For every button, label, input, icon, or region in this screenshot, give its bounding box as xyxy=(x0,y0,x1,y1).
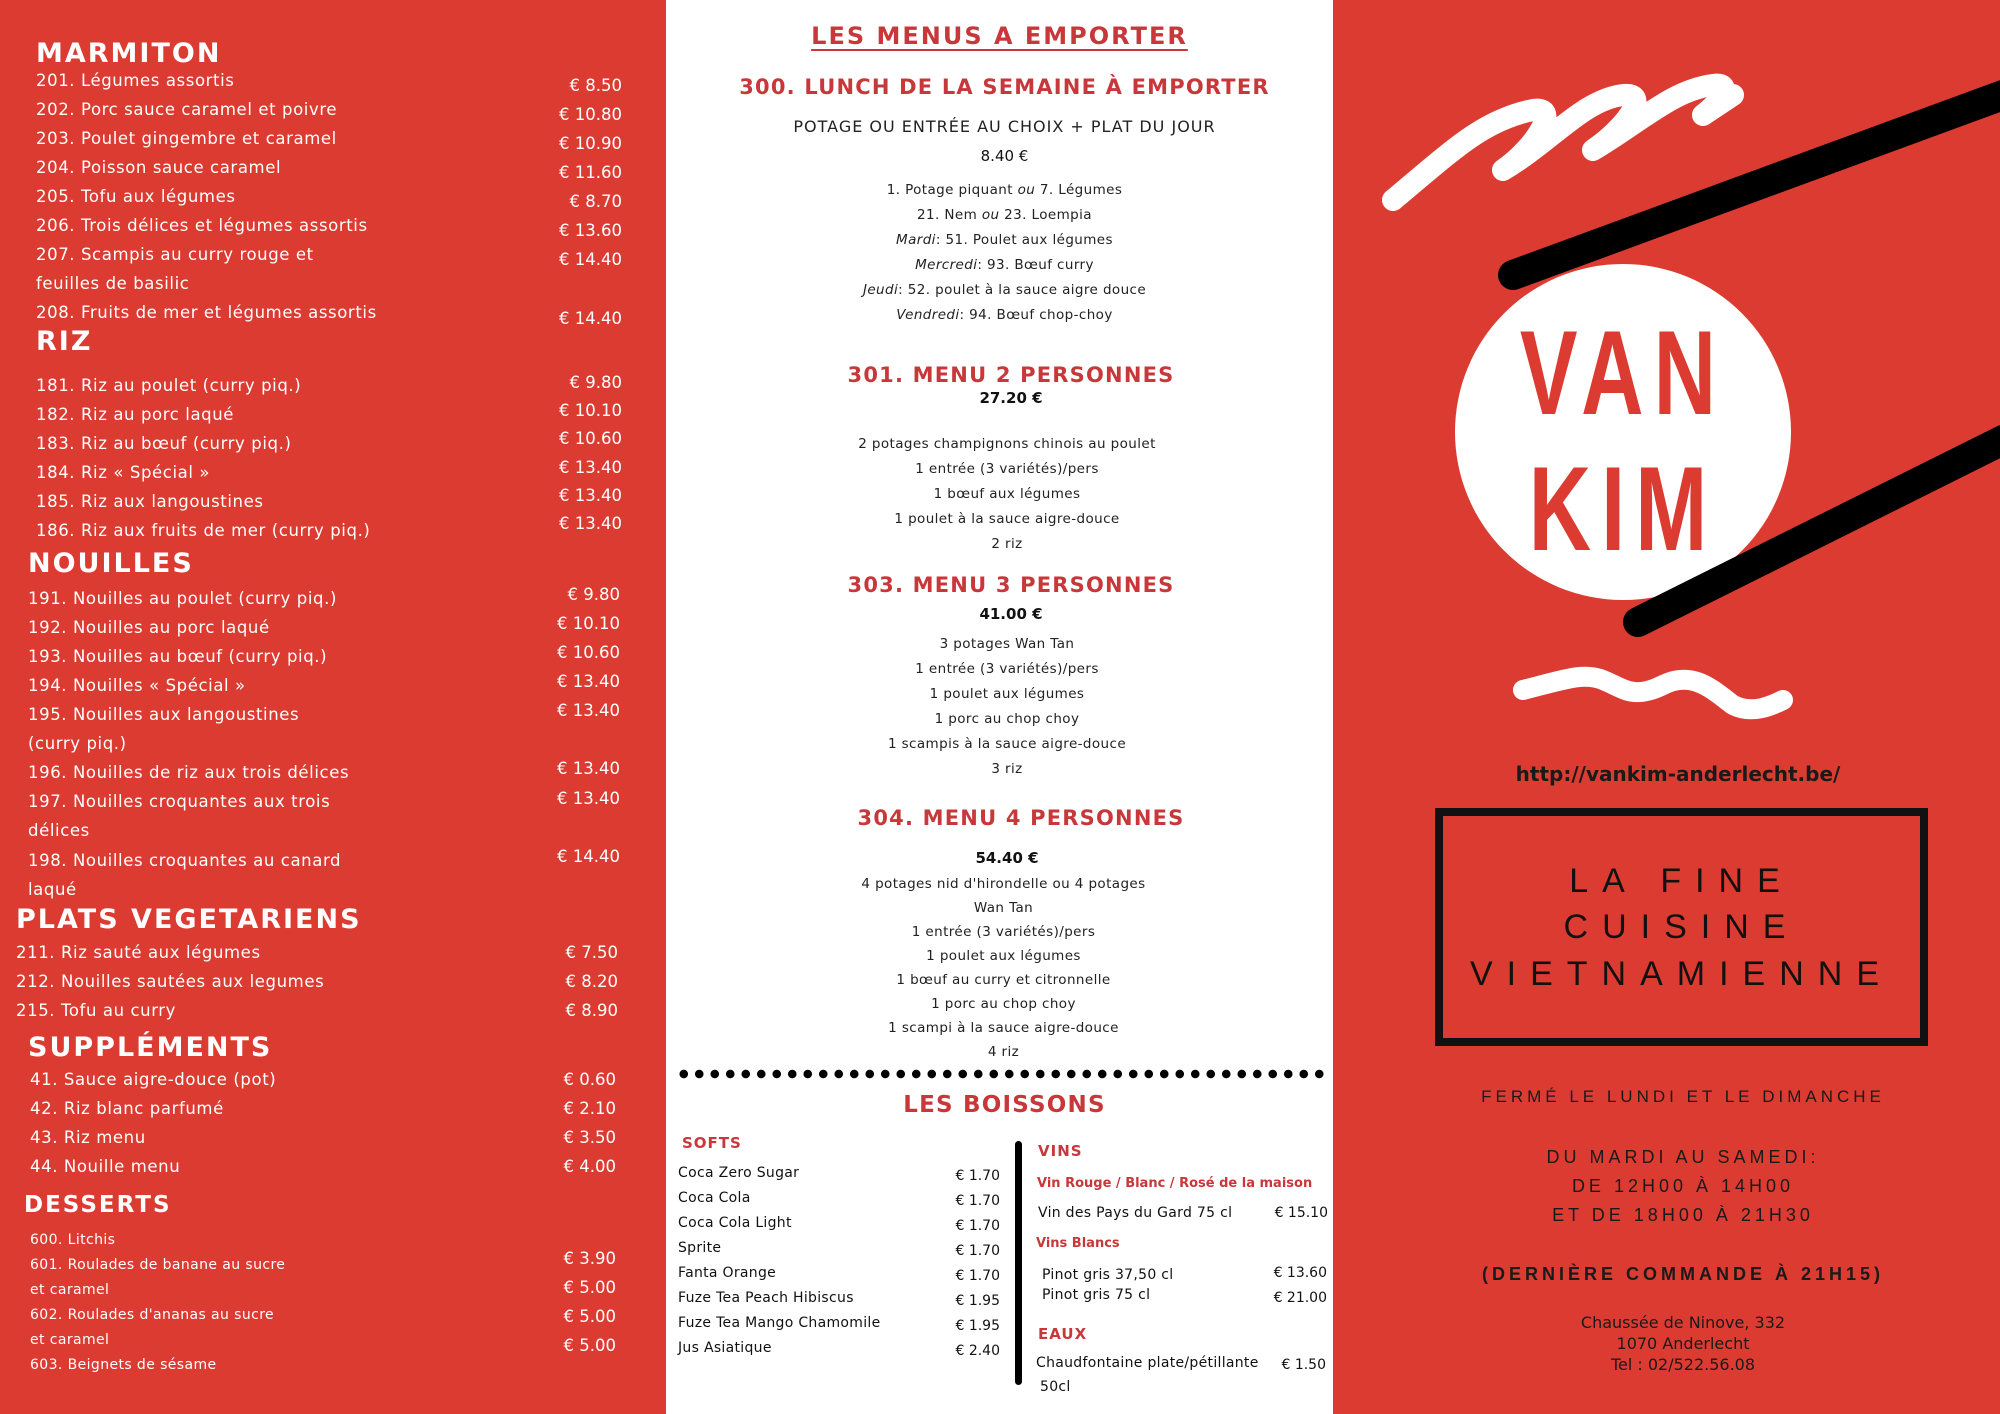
menu-item-continued: laqué xyxy=(28,880,77,899)
section-title-marmiton: MARMITON xyxy=(36,38,222,69)
address-city: 1070 Anderlecht xyxy=(1616,1334,1750,1353)
menu-item-price: € 13.40 xyxy=(559,486,622,505)
drink-price: € 1.70 xyxy=(955,1193,1000,1209)
drink-price: € 21.00 xyxy=(1273,1290,1327,1306)
menu-301-line: 2 potages champignons chinois au poulet xyxy=(858,436,1156,452)
menu-303-line: 3 potages Wan Tan xyxy=(939,636,1075,652)
menu-item: 191. Nouilles au poulet (curry piq.) xyxy=(28,589,337,608)
menu-303-heading: 303. MENU 3 PERSONNES xyxy=(847,573,1175,597)
text-italic: ou xyxy=(981,207,1000,223)
menu-item-price: € 3.50 xyxy=(563,1128,616,1147)
section-title-vegetariens: PLATS VEGETARIENS xyxy=(16,904,362,935)
menu-303-line: 1 porc au chop choy xyxy=(934,711,1080,727)
menu-item-price: € 0.60 xyxy=(563,1070,616,1089)
brand-name-line1: VAN xyxy=(1519,306,1727,440)
menu-303-line: 1 scampis à la sauce aigre-douce xyxy=(887,736,1127,752)
section-title-riz: RIZ xyxy=(36,326,93,357)
menu-item: 603. Beignets de sésame xyxy=(30,1357,217,1373)
menu-301-line: 2 riz xyxy=(991,536,1023,552)
menu-item: 196. Nouilles de riz aux trois délices xyxy=(28,763,350,782)
opening-hours-line1: DU MARDI AU SAMEDI: xyxy=(1546,1147,1820,1167)
text-italic: ou xyxy=(1017,182,1036,198)
drinks-divider xyxy=(1015,1141,1022,1385)
text: : 93. Bœuf curry xyxy=(977,257,1094,273)
menu-item-price: € 7.50 xyxy=(565,943,618,962)
drink-price: € 2.40 xyxy=(955,1343,1000,1359)
menu-item: 208. Fruits de mer et légumes assortis xyxy=(36,303,377,322)
menu-item: 211. Riz sauté aux légumes xyxy=(16,943,261,962)
menu-300-line xyxy=(666,282,1343,298)
text: : 51. Poulet aux légumes xyxy=(935,232,1113,248)
menu-item-price: € 11.60 xyxy=(559,163,622,182)
menu-item: 601. Roulades de banane au sucre xyxy=(30,1257,286,1273)
brand-name-line2: KIM xyxy=(1528,442,1718,576)
menu-item: 194. Nouilles « Spécial » xyxy=(28,676,246,695)
menu-item-price: € 14.40 xyxy=(557,847,620,866)
menu-item: 185. Riz aux langoustines xyxy=(36,492,264,511)
menu-item-price: € 8.20 xyxy=(565,972,618,991)
brush-stroke-top xyxy=(1393,85,1733,200)
menu-item-price: € 4.00 xyxy=(563,1157,616,1176)
website-link[interactable]: http://vankim-anderlecht.be/ xyxy=(1515,762,1841,786)
menu-item: 212. Nouilles sautées aux legumes xyxy=(16,972,325,991)
drink-item: Chaudfontaine plate/pétillante xyxy=(1036,1355,1259,1371)
menu-item-price: € 10.60 xyxy=(557,643,620,662)
menu-item-price: € 13.40 xyxy=(559,458,622,477)
menus-title: LES MENUS A EMPORTER xyxy=(811,22,1188,50)
menu-item: 186. Riz aux fruits de mer (curry piq.) xyxy=(36,521,371,540)
menu-303-line: 1 entrée (3 variétés)/pers xyxy=(915,661,1099,677)
phone-number[interactable]: Tel : 02/522.56.08 xyxy=(1610,1355,1756,1374)
menu-303-line: 1 poulet aux légumes xyxy=(929,686,1085,702)
menu-item: 198. Nouilles croquantes au canard xyxy=(28,851,342,870)
menu-item: 205. Tofu aux légumes xyxy=(36,187,236,206)
vins-title: VINS xyxy=(1038,1142,1083,1160)
menu-item-price: € 5.00 xyxy=(563,1278,616,1297)
menu-item: 44. Nouille menu xyxy=(30,1157,181,1176)
menu-item: 602. Roulades d'ananas au sucre xyxy=(30,1307,275,1323)
menu-300-heading: 300. LUNCH DE LA SEMAINE À EMPORTER xyxy=(739,75,1270,99)
menu-304-price: 54.40 € xyxy=(975,849,1039,867)
menu-item: 203. Poulet gingembre et caramel xyxy=(36,129,337,148)
menu-300-line xyxy=(666,257,1343,273)
menu-item-continued: (curry piq.) xyxy=(28,734,127,753)
address-street: Chaussée de Ninove, 332 xyxy=(1580,1313,1786,1332)
drink-item: Jus Asiatique xyxy=(678,1340,772,1356)
section-title-nouilles: NOUILLES xyxy=(28,548,194,579)
text: : 52. poulet à la sauce aigre douce xyxy=(898,282,1147,298)
menu-item: 181. Riz au poulet (curry piq.) xyxy=(36,376,302,395)
menu-300-line xyxy=(666,182,1343,198)
last-order: (DERNIÈRE COMMANDE À 21H15) xyxy=(1481,1264,1885,1284)
drink-item-continued: 50cl xyxy=(1040,1379,1071,1395)
drink-item: Vin des Pays du Gard 75 cl xyxy=(1038,1205,1233,1221)
eaux-title: EAUX xyxy=(1038,1325,1088,1343)
boissons-title: LES BOISSONS xyxy=(903,1092,1106,1118)
drink-item: Fuze Tea Peach Hibiscus xyxy=(678,1290,854,1306)
drink-price: € 1.70 xyxy=(955,1243,1000,1259)
menu-item: 183. Riz au bœuf (curry piq.) xyxy=(36,434,292,453)
menu-300-line xyxy=(666,232,1343,248)
menu-item: 204. Poisson sauce caramel xyxy=(36,158,282,177)
opening-hours-line2: DE 12H00 À 14H00 xyxy=(1571,1176,1795,1196)
menu-item: 195. Nouilles aux langoustines xyxy=(28,705,300,724)
menu-item-price: € 13.40 xyxy=(557,789,620,808)
tagline-line2: CUISINE xyxy=(1563,908,1800,946)
menu-item: 207. Scampis au curry rouge et xyxy=(36,245,314,264)
menu-item-price: € 5.00 xyxy=(563,1336,616,1355)
menu-item-price: € 13.40 xyxy=(557,759,620,778)
text: 1. Potage piquant xyxy=(886,182,1018,198)
dotted-divider xyxy=(676,1069,1328,1079)
menu-item: 43. Riz menu xyxy=(30,1128,146,1147)
menu-304-line: 1 scampi à la sauce aigre-douce xyxy=(888,1020,1119,1036)
text: 21. Nem xyxy=(917,207,982,223)
drink-price: € 1.95 xyxy=(955,1293,1000,1309)
menu-301-heading: 301. MENU 2 PERSONNES xyxy=(847,363,1175,387)
drink-price: € 13.60 xyxy=(1273,1265,1327,1281)
middle-panel xyxy=(666,0,1333,1414)
menu-item: 192. Nouilles au porc laqué xyxy=(28,618,270,637)
drink-price: € 1.50 xyxy=(1281,1357,1326,1373)
tagline-line1: LA FINE xyxy=(1569,862,1794,900)
menu-304-line: 1 bœuf au curry et citronnelle xyxy=(896,972,1111,988)
text: 7. Légumes xyxy=(1035,182,1123,198)
menu-304-line: 1 entrée (3 variétés)/pers xyxy=(911,924,1096,940)
menu-300-subtitle: POTAGE OU ENTRÉE AU CHOIX + PLAT DU JOUR xyxy=(793,117,1216,136)
menu-300-line xyxy=(666,307,1343,323)
menu-304-line: 4 potages nid d'hirondelle ou 4 potages xyxy=(861,876,1146,892)
drink-price: € 1.70 xyxy=(955,1168,1000,1184)
vins-subtitle: Vin Rouge / Blanc / Rosé de la maison xyxy=(1037,1176,1313,1191)
menu-item-price: € 13.60 xyxy=(559,221,622,240)
left-panel xyxy=(0,0,666,1414)
drink-price: € 1.70 xyxy=(955,1268,1000,1284)
menu-item: 41. Sauce aigre-douce (pot) xyxy=(30,1070,277,1089)
drink-price: € 1.70 xyxy=(955,1218,1000,1234)
menu-item: 197. Nouilles croquantes aux trois xyxy=(28,792,331,811)
menu-item-price: € 10.60 xyxy=(559,429,622,448)
day: Vendredi xyxy=(896,307,960,323)
menu-303-line: 3 riz xyxy=(991,761,1023,777)
menu-item-price: € 10.10 xyxy=(559,401,622,420)
menu-item-price: € 8.70 xyxy=(569,192,622,211)
menu-301-price: 27.20 € xyxy=(979,389,1043,407)
day: Jeudi xyxy=(862,282,899,298)
menu-item: 184. Riz « Spécial » xyxy=(36,463,211,482)
menu-304-line: 4 riz xyxy=(987,1044,1020,1060)
drink-item: Fuze Tea Mango Chamomile xyxy=(678,1315,881,1331)
menu-item-price: € 10.90 xyxy=(559,134,622,153)
menu-item-price: € 8.50 xyxy=(569,76,622,95)
section-title-desserts: DESSERTS xyxy=(24,1192,172,1218)
menu-item-continued: délices xyxy=(28,821,90,840)
brush-stroke-bottom xyxy=(1523,677,1783,710)
vins-subtitle: Vins Blancs xyxy=(1036,1236,1120,1251)
menu-item-continued: feuilles de basilic xyxy=(36,274,190,293)
menu-item-price: € 10.10 xyxy=(557,614,620,633)
text: : 94. Bœuf chop-choy xyxy=(959,307,1113,323)
menu-301-line: 1 poulet à la sauce aigre-douce xyxy=(894,511,1120,527)
menu-item: 182. Riz au porc laqué xyxy=(36,405,235,424)
drink-item: Pinot gris 37,50 cl xyxy=(1042,1267,1174,1283)
menu-item: 206. Trois délices et légumes assortis xyxy=(36,216,368,235)
opening-hours-line3: ET DE 18H00 À 21H30 xyxy=(1552,1205,1814,1225)
drink-item: Pinot gris 75 cl xyxy=(1042,1287,1151,1303)
menu-item-price: € 14.40 xyxy=(559,250,622,269)
menu-300-line xyxy=(666,207,1343,223)
menu-304-line: Wan Tan xyxy=(973,900,1034,916)
menu-item-price: € 14.40 xyxy=(559,309,622,328)
menu-item-price: € 5.00 xyxy=(563,1307,616,1326)
drink-item: Coca Cola Light xyxy=(678,1215,792,1231)
menu-304-line: 1 poulet aux légumes xyxy=(926,948,1081,964)
menu-item-continued: et caramel xyxy=(30,1332,110,1348)
menu-item: 202. Porc sauce caramel et poivre xyxy=(36,100,338,119)
menu-item-price: € 2.10 xyxy=(563,1099,616,1118)
tagline-line3: VIETNAMIENNE xyxy=(1469,955,1894,993)
menu-301-line: 1 bœuf aux légumes xyxy=(933,486,1081,502)
section-title-supplements: SUPPLÉMENTS xyxy=(28,1032,273,1063)
drink-price: € 1.95 xyxy=(955,1318,1000,1334)
day: Mercredi xyxy=(915,257,978,273)
menu-304-line: 1 porc au chop choy xyxy=(931,996,1076,1012)
menu-300-price: 8.40 € xyxy=(980,147,1029,165)
drink-item: Sprite xyxy=(678,1240,722,1256)
menu-301-line: 1 entrée (3 variétés)/pers xyxy=(915,461,1099,477)
menu-item-price: € 10.80 xyxy=(559,105,622,124)
closed-days: FERMÉ LE LUNDI ET LE DIMANCHE xyxy=(1481,1087,1885,1106)
drink-item: Fanta Orange xyxy=(678,1265,777,1281)
menu-item: 600. Litchis xyxy=(30,1232,116,1248)
menu-item-price: € 9.80 xyxy=(569,373,622,392)
menu-item: 193. Nouilles au bœuf (curry piq.) xyxy=(28,647,328,666)
menu-item: 201. Légumes assortis xyxy=(36,71,235,90)
menu-item-price: € 9.80 xyxy=(567,585,620,604)
menu-item-price: € 8.90 xyxy=(565,1001,618,1020)
menu-item-price: € 13.40 xyxy=(557,701,620,720)
day: Mardi xyxy=(896,232,936,248)
drink-item: Coca Cola xyxy=(678,1190,751,1206)
menu-item: 42. Riz blanc parfumé xyxy=(30,1099,224,1118)
drink-price: € 15.10 xyxy=(1274,1205,1328,1221)
softs-title: SOFTS xyxy=(682,1134,742,1152)
menu-304-heading: 304. MENU 4 PERSONNES xyxy=(857,806,1185,830)
menu-303-price: 41.00 € xyxy=(979,605,1043,623)
text: 23. Loempia xyxy=(999,207,1092,223)
menu-item-price: € 3.90 xyxy=(563,1249,616,1268)
menu-item: 215. Tofu au curry xyxy=(16,1001,177,1020)
menu-item-price: € 13.40 xyxy=(559,514,622,533)
menu-item-continued: et caramel xyxy=(30,1282,110,1298)
right-panel xyxy=(1333,0,2000,1414)
menu-item-price: € 13.40 xyxy=(557,672,620,691)
drink-item: Coca Zero Sugar xyxy=(678,1165,800,1181)
